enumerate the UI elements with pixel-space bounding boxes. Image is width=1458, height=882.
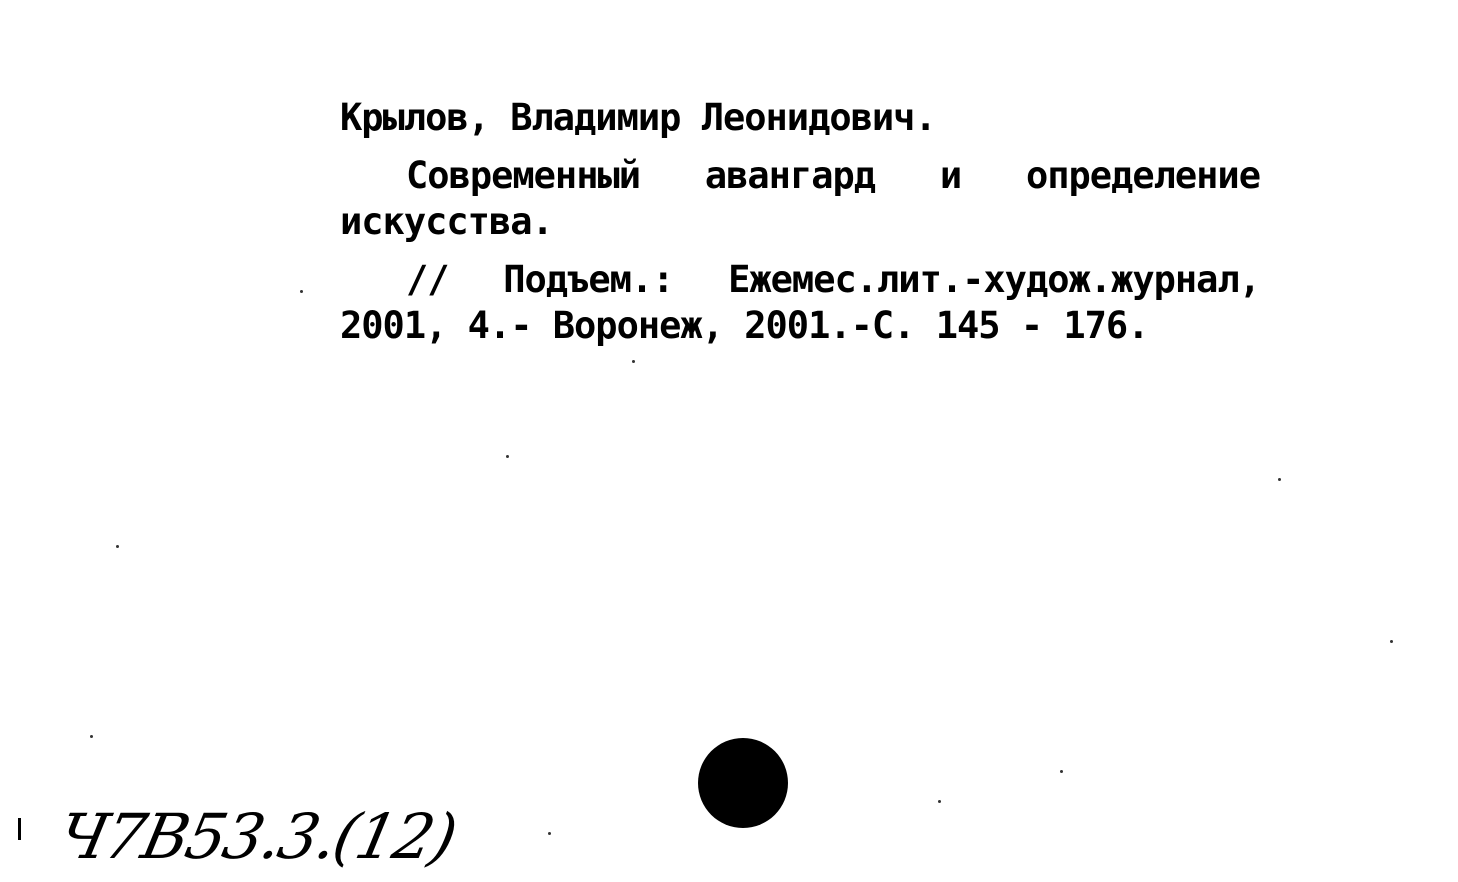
source-line — [340, 257, 1260, 303]
source-word: Ежемес.лит.-худож.журнал, — [728, 258, 1260, 301]
title-line — [340, 153, 1260, 199]
scan-speck — [938, 800, 941, 803]
source-tail: 2001, 4.- Воронеж, 2001.-С. 145 - 176. — [340, 304, 1149, 347]
scan-speck — [1390, 640, 1393, 643]
punch-hole — [698, 738, 788, 828]
scan-speck — [300, 290, 303, 293]
author-line: Крылов, Владимир Леонидович. — [340, 96, 936, 139]
source-block — [340, 257, 1260, 349]
handwritten-shelfmark: Ч7В53.3.(12) — [52, 800, 462, 873]
title-word: Современный — [406, 154, 641, 197]
bibliographic-entry — [340, 95, 1260, 349]
title-tail: искусства. — [340, 200, 553, 243]
title-word: определение — [1025, 154, 1260, 197]
title-word: и — [939, 154, 962, 197]
scan-speck — [116, 545, 119, 548]
scan-speck — [506, 455, 509, 458]
scan-speck — [1278, 478, 1281, 481]
source-word: // — [406, 258, 449, 301]
scan-speck — [1060, 770, 1063, 773]
scan-speck — [548, 832, 551, 835]
margin-mark — [18, 818, 21, 840]
title-word: авангард — [704, 154, 876, 197]
title-block — [340, 153, 1260, 245]
scan-speck — [632, 360, 635, 363]
source-word: Подъем.: — [503, 258, 674, 301]
scan-speck — [90, 735, 93, 738]
